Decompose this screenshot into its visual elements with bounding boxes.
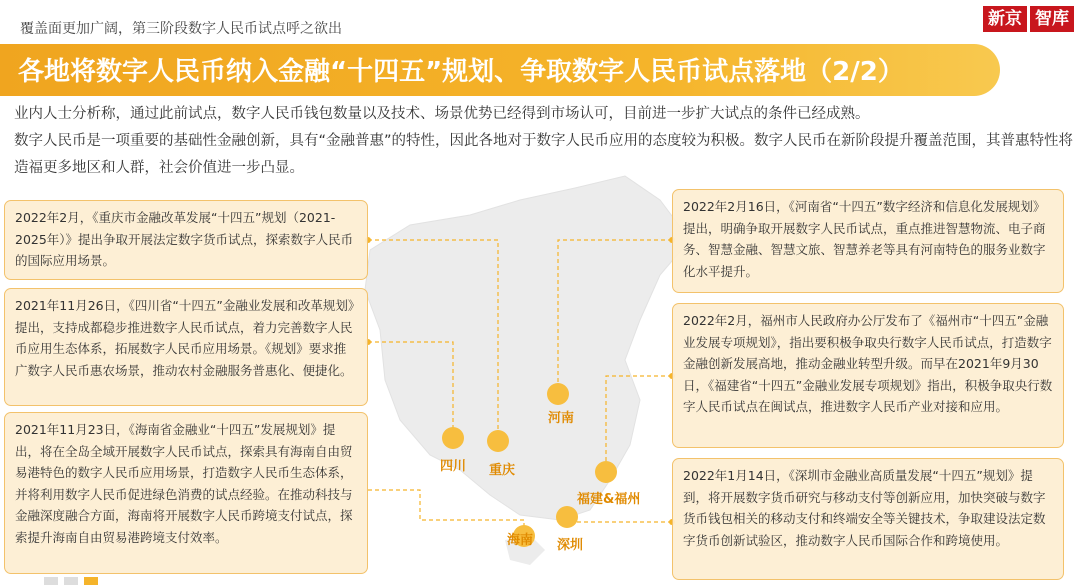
title-banner xyxy=(0,44,1000,96)
city-label-fujian: 福建&福州 xyxy=(577,492,641,507)
city-label-sichuan: 四川 xyxy=(440,459,467,474)
card-chongqing: 2022年2月，《重庆市金融改革发展“十四五”规划（2021-2025年）》提出争取开展法定数字货币试点，探索数字人民币的国际应用场景。 xyxy=(4,200,368,280)
card-sichuan: 2021年11月26日，《四川省“十四五”金融业发展和改革规划》提出，支持成都稳步推进数字人民币试点，着力完善数字人民币应用生态体系，拓展数字人民币应用场景。《规划》要求推广数字人民币惠农场景，推动农村金融服务普惠化、便捷化。 xyxy=(4,288,368,406)
logo-right-text: 智库 xyxy=(1030,6,1074,32)
intro-line-2: 数字人民币是一项重要的基础性金融创新，具有“金融普惠”的特性，因此各地对于数字人民币应用的态度较为积极。数字人民币在新阶段提升覆盖范围，其普惠特性将造福更多地区和人群，社会价值进一步凸显。 xyxy=(14,133,1074,176)
page-dot xyxy=(64,577,78,585)
page-dot-active xyxy=(84,577,98,585)
page-dot xyxy=(44,577,58,585)
intro-line-1: 业内人士分析称，通过此前试点，数字人民币钱包数量以及技术、场景优势已经得到市场认可，目前进一步扩大试点的条件已经成熟。 xyxy=(14,106,870,122)
page-subtitle: 覆盖面更加广阔，第三阶段数字人民币试点呼之欲出 xyxy=(20,21,342,37)
marker-henan xyxy=(547,383,569,405)
intro-text xyxy=(14,101,1074,182)
marker-chongqing xyxy=(487,430,509,452)
card-henan: 2022年2月16日，《河南省“十四五”数字经济和信息化发展规划》提出，明确争取开展数字人民币试点，重点推进智慧物流、电子商务、智慧金融、智慧文旅、智慧养老等具有河南特色的服务业数字化水平提升。 xyxy=(672,189,1064,293)
city-label-henan: 河南 xyxy=(548,411,575,426)
card-fujian: 2022年2月，福州市人民政府办公厅发布了《福州市“十四五”金融业发展专项规划》，指出要积极争取央行数字人民币试点，打造数字金融创新发展高地，推动金融业转型升级。而早在2021年9月30日，《福建省“十四五”金融业发展专项规划》指出，积极争取央行数字人民币试点在闽试点，推进数字人民币产业对接和应用。 xyxy=(672,303,1064,448)
marker-sichuan xyxy=(442,427,464,449)
city-label-shenzhen: 深圳 xyxy=(557,538,584,553)
marker-fujian xyxy=(595,461,617,483)
china-map-silhouette xyxy=(365,176,690,520)
page-indicator xyxy=(44,577,98,585)
marker-shenzhen xyxy=(556,506,578,528)
city-label-hainan: 海南 xyxy=(507,533,534,548)
card-shenzhen: 2022年1月14日，《深圳市金融业高质量发展“十四五”规划》提到，将开展数字货币研究与移动支付等创新应用，加快突破与数字货币钱包相关的移动支付和终端安全等关键技术，争取建设法定数字货币创新试验区，推动数字人民币国际合作和跨境使用。 xyxy=(672,458,1064,580)
logo-left-text: 新京 xyxy=(983,6,1027,32)
page-title: 各地将数字人民币纳入金融“十四五”规划、争取数字人民币试点落地（2/2） xyxy=(18,57,904,87)
brand-logo xyxy=(983,6,1074,32)
card-hainan: 2021年11月23日，《海南省金融业“十四五”发展规划》提出，将在全岛全域开展数字人民币试点，探索具有海南自由贸易港特色的数字人民币应用场景，打造数字人民币生态体系，并将利用数字人民币促进绿色消费的试点经验。在推动科技与金融深度融合方面，海南将开展数字人民币跨境支付试点，探索提升海南自由贸易港跨境支付效率。 xyxy=(4,412,368,574)
city-label-chongqing: 重庆 xyxy=(489,463,516,478)
